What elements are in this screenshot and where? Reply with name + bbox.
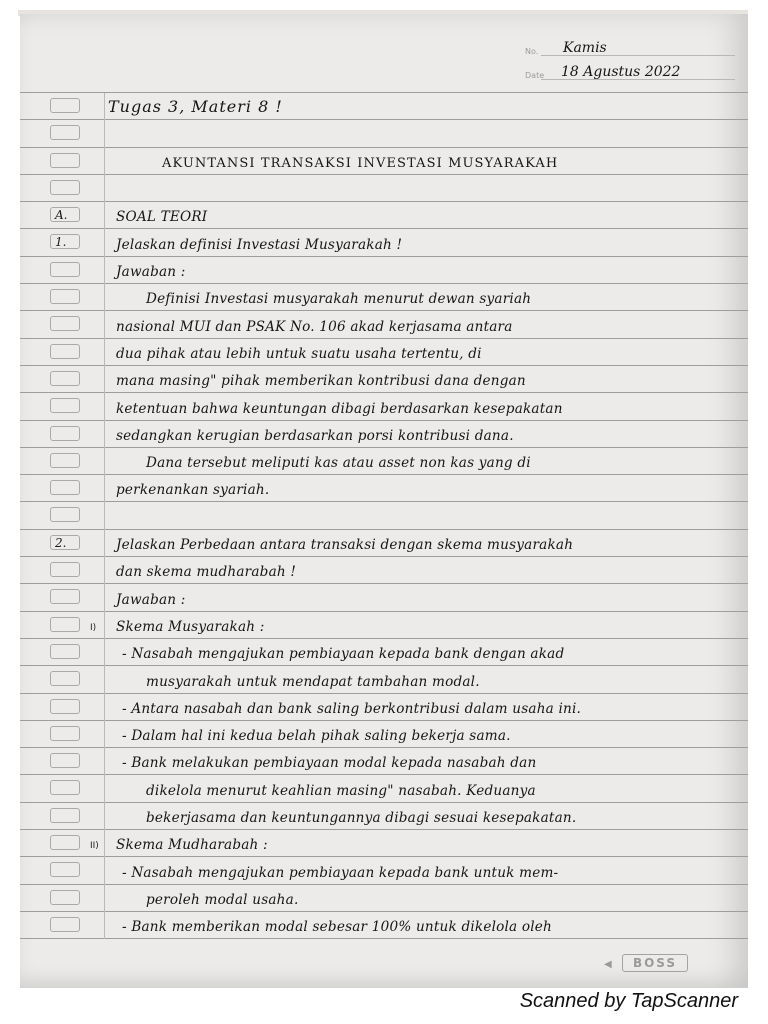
line-number-box [50, 289, 80, 304]
no-row [525, 34, 735, 58]
ruled-line [20, 148, 748, 175]
ruled-line [20, 830, 748, 857]
ruled-line [20, 475, 748, 502]
handwritten-text: dua pihak atau lebih untuk suatu usaha tertentu, di [116, 345, 482, 362]
ruled-line [20, 120, 748, 147]
no-label: No. [525, 47, 539, 56]
line-number-box [50, 589, 80, 604]
ruled-line [20, 339, 748, 366]
ruled-line [20, 775, 748, 802]
ruled-line [20, 885, 748, 912]
section-marker: I) [90, 622, 97, 633]
line-number-box [50, 835, 80, 850]
line-number-box [50, 316, 80, 331]
handwritten-text: - Nasabah mengajukan pembiayaan kepada bank untuk mem- [122, 864, 559, 881]
handwritten-text: Skema Mudharabah : [116, 837, 268, 854]
handwritten-text: - Dalam hal ini kedua belah pihak saling bekerja sama. [122, 728, 511, 745]
line-number-box [50, 426, 80, 441]
handwritten-text: Jawaban : [116, 591, 186, 608]
handwritten-text: Dana tersebut meliputi kas atau asset non kas yang di [146, 455, 531, 472]
ruled-line [20, 502, 748, 529]
handwritten-text: ketentuan bahwa keuntungan dibagi berdasarkan kesepakatan [116, 400, 563, 417]
handwritten-text: - Bank memberikan modal sebesar 100% untuk dikelola oleh [122, 919, 553, 936]
notebook-page [20, 14, 748, 988]
ruled-line [20, 284, 748, 311]
line-number-box [50, 780, 80, 795]
ruled-line [20, 202, 748, 229]
line-number-box [50, 862, 80, 877]
line-number-box [50, 153, 80, 168]
line-number-box: 2. [50, 535, 80, 550]
handwritten-text: perkenankan syariah. [116, 482, 270, 499]
line-number-box [50, 644, 80, 659]
handwritten-text: bekerjasama dan keuntungannya dibagi sesuai kesepakatan. [146, 810, 577, 827]
line-number-box [50, 562, 80, 577]
ruled-line [20, 694, 748, 721]
ruled-line [20, 612, 748, 639]
line-number-box [50, 98, 80, 113]
line-number-box [50, 617, 80, 632]
handwritten-text: Definisi Investasi musyarakah menurut dewan syariah [146, 291, 532, 308]
handwritten-text: dikelola menurut keahlian masing" nasabah. Keduanya [146, 782, 536, 799]
ruled-line [20, 92, 748, 120]
page-header [525, 34, 735, 90]
handwritten-text: nasional MUI dan PSAK No. 106 akad kerjasama antara [116, 318, 513, 335]
brand-logo: BOSS [622, 954, 688, 972]
ruled-line [20, 584, 748, 611]
scanner-watermark: Scanned by TapScanner [519, 990, 738, 1012]
ruled-line [20, 257, 748, 284]
ruled-line [20, 721, 748, 748]
handwritten-text: Jelaskan Perbedaan antara transaksi dengan skema musyarakah [116, 537, 574, 554]
handwritten-text: Jelaskan definisi Investasi Musyarakah ! [116, 236, 403, 253]
ruled-line [20, 530, 748, 557]
handwritten-text: sedangkan kerugian berdasarkan porsi kontribusi dana. [116, 427, 514, 444]
line-number-box [50, 890, 80, 905]
handwritten-text: Jawaban : [116, 264, 186, 281]
line-number-box [50, 507, 80, 522]
ruled-line [20, 229, 748, 256]
line-number-box [50, 344, 80, 359]
date-row [525, 58, 735, 82]
date-value: 18 Agustus 2022 [561, 64, 681, 80]
date-label: Date [525, 71, 545, 80]
handwritten-text: peroleh modal usaha. [146, 891, 299, 908]
handwritten-text: - Bank melakukan pembiayaan modal kepada nasabah dan [122, 755, 537, 772]
handwritten-text: dan skema mudharabah ! [116, 564, 297, 581]
line-number-box: A. [50, 207, 80, 222]
day-value: Kamis [563, 40, 607, 56]
line-number-box [50, 371, 80, 386]
line-number-box [50, 453, 80, 468]
ruled-line [20, 639, 748, 666]
ruled-line [20, 557, 748, 584]
handwritten-text: SOAL TEORI [116, 209, 208, 226]
section-marker: II) [90, 841, 99, 852]
ruled-line [20, 448, 748, 475]
ruled-line [20, 175, 748, 202]
brand-arrow-icon: ◀ [604, 959, 612, 970]
handwritten-text: musyarakah untuk mendapat tambahan modal. [146, 673, 480, 690]
line-number-box [50, 125, 80, 140]
line-number-box: 1. [50, 234, 80, 249]
line-number-box [50, 180, 80, 195]
ruled-line [20, 421, 748, 448]
line-number-box [50, 917, 80, 932]
line-number-box [50, 671, 80, 686]
ruled-line [20, 311, 748, 338]
handwritten-text: Skema Musyarakah : [116, 618, 265, 635]
handwritten-text: AKUNTANSI TRANSAKSI INVESTASI MUSYARAKAH [162, 155, 559, 171]
ruled-lines [20, 92, 748, 939]
line-number-box [50, 262, 80, 277]
handwritten-text: - Antara nasabah dan bank saling berkontribusi dalam usaha ini. [122, 700, 582, 717]
handwritten-text: mana masing" pihak memberikan kontribusi dana dengan [116, 373, 526, 390]
ruled-line [20, 803, 748, 830]
line-number-box [50, 398, 80, 413]
line-number-box [50, 480, 80, 495]
line-number-box [50, 753, 80, 768]
ruled-line [20, 857, 748, 884]
line-number-box [50, 699, 80, 714]
line-number-box [50, 726, 80, 741]
ruled-line [20, 748, 748, 775]
line-number-box [50, 808, 80, 823]
ruled-line [20, 912, 748, 939]
ruled-line [20, 666, 748, 693]
ruled-line [20, 366, 748, 393]
handwritten-text: Tugas 3, Materi 8 ! [108, 97, 283, 117]
ruled-line [20, 393, 748, 420]
handwritten-text: - Nasabah mengajukan pembiayaan kepada bank dengan akad [122, 646, 565, 663]
